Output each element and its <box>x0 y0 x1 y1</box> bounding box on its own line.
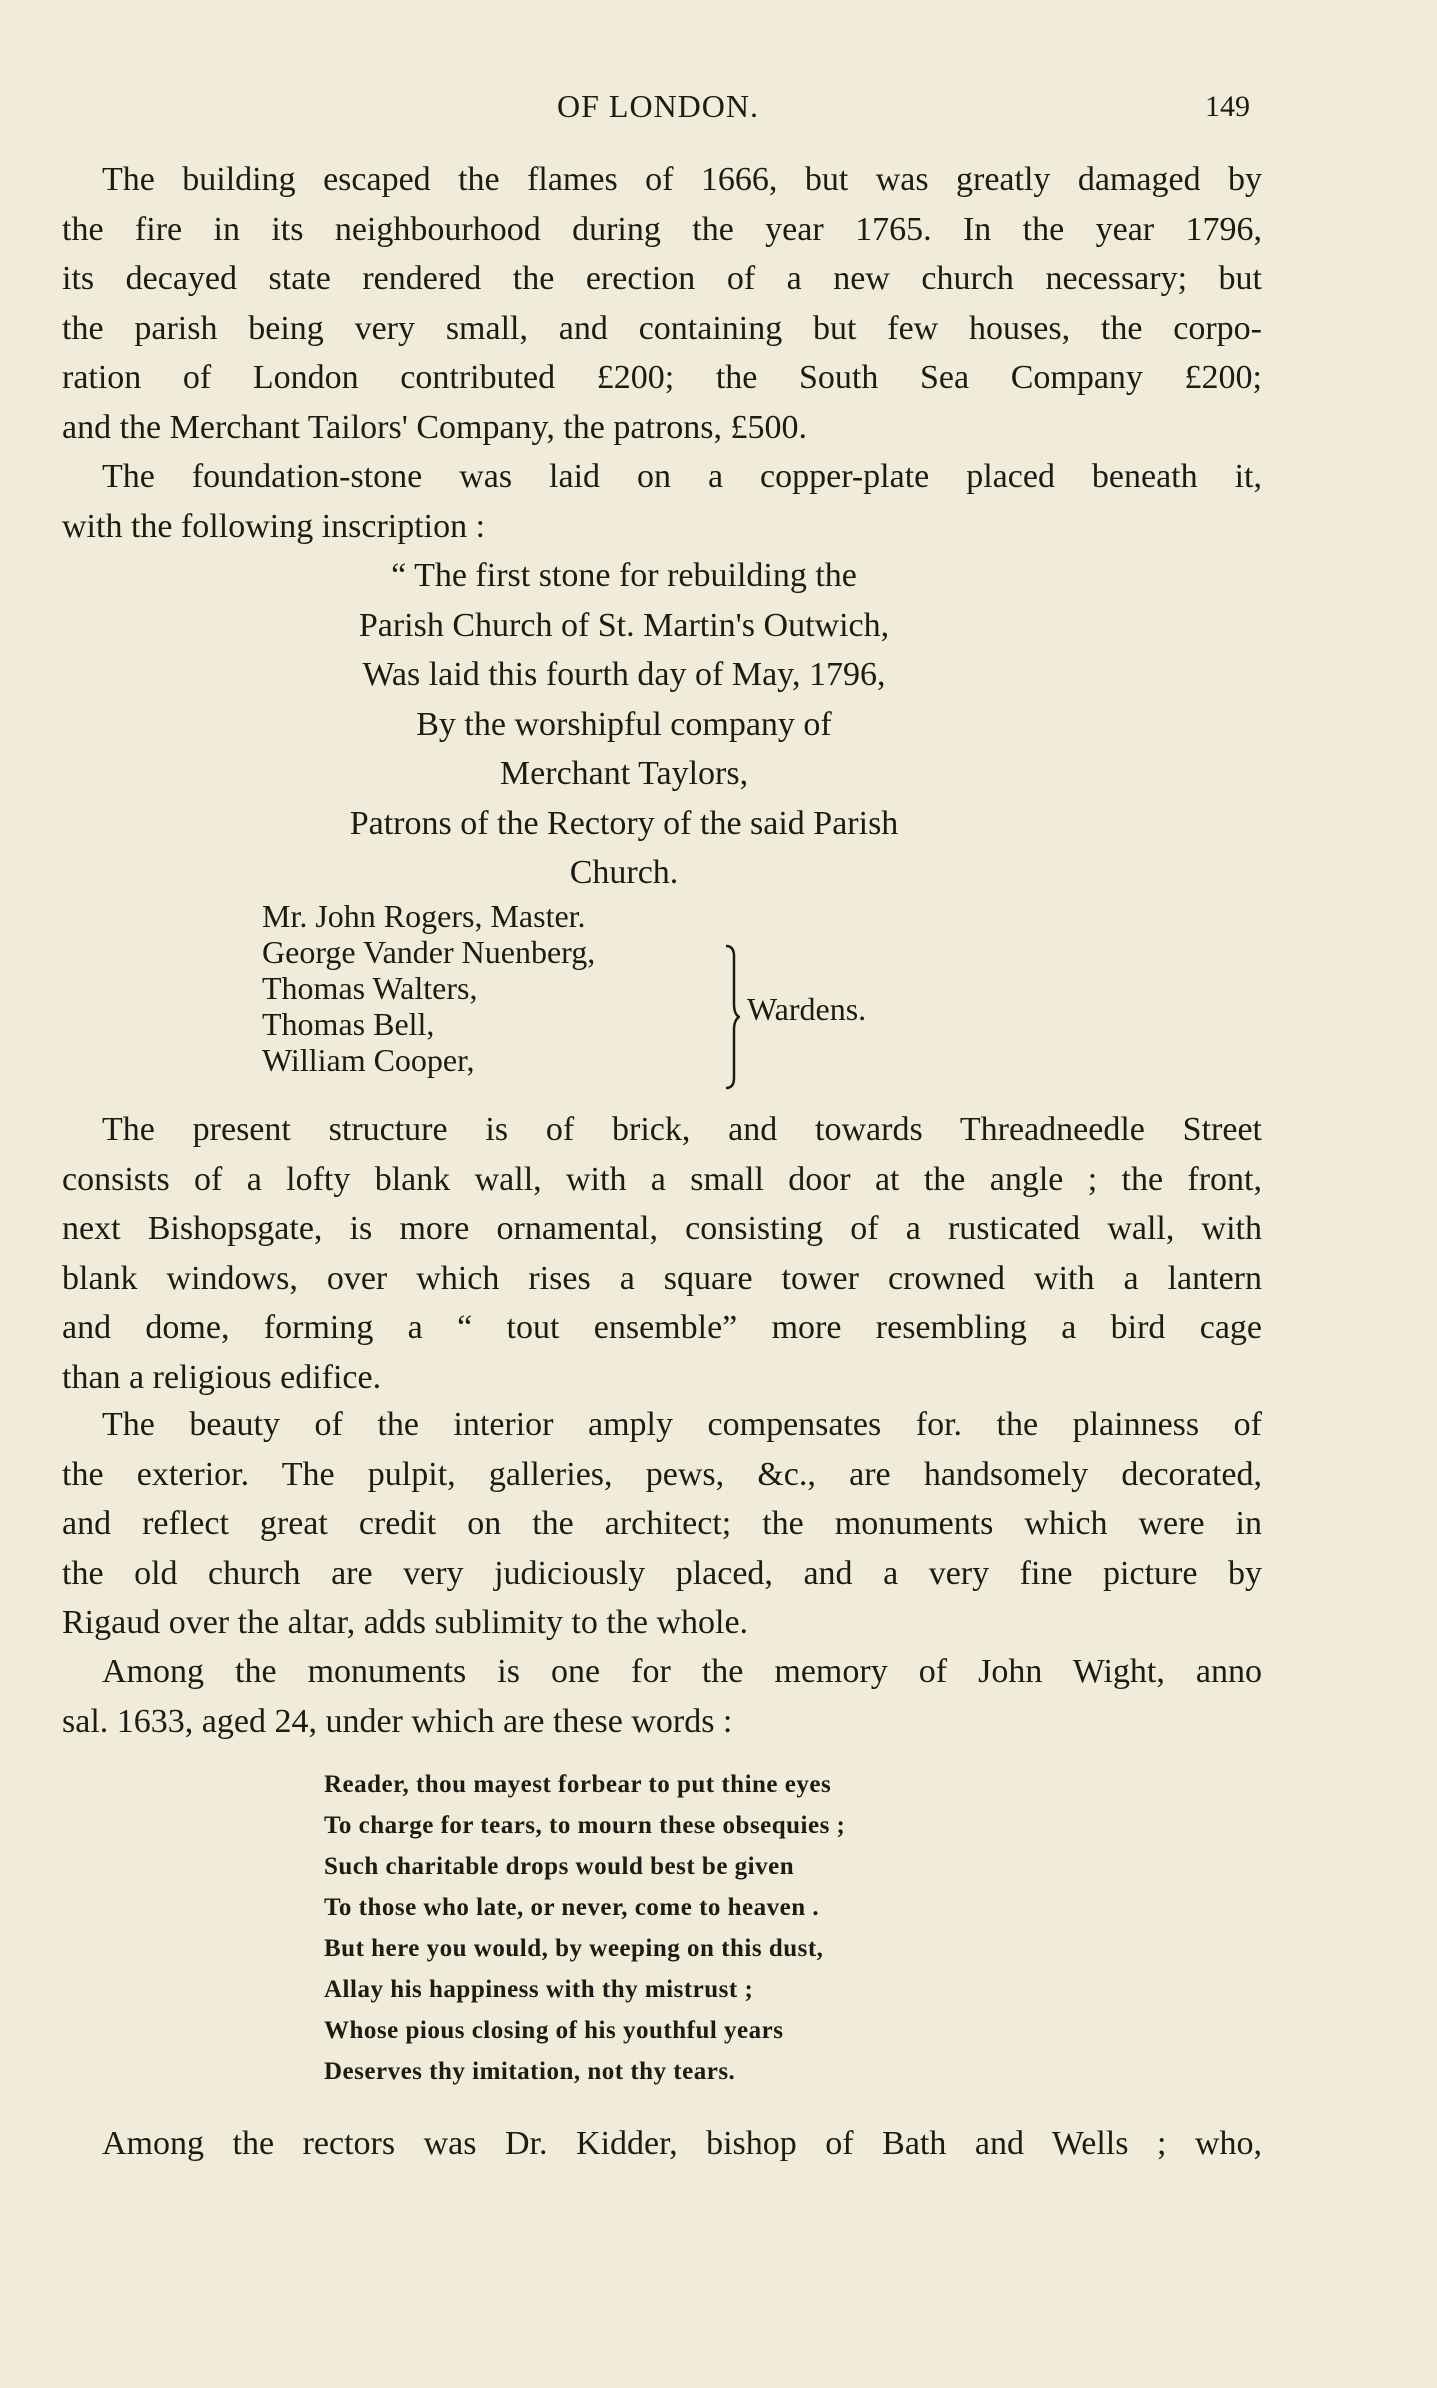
inscription-line: Patrons of the Rectory of the said Parish <box>349 804 899 842</box>
text-line: its decayed state rendered the erection of a new church necessary; but <box>62 260 1262 297</box>
curly-brace-icon <box>724 942 740 1092</box>
paragraph-6 <box>62 2119 1262 2169</box>
text-line: the exterior. The pulpit, galleries, pews, &c., are handsomely decorated, <box>62 1455 1262 1493</box>
verse-line: To those who late, or never, come to heaven . <box>324 1894 820 1921</box>
page-header <box>62 88 1262 128</box>
text-line: The present structure is of brick, and towards Threadneedle Street <box>102 1111 1262 1148</box>
text-line: next Bishopsgate, is more ornamental, consisting of a rusticated wall, with <box>62 1210 1262 1247</box>
paragraph-4 <box>62 1400 1262 1648</box>
paragraph-3 <box>62 1105 1262 1402</box>
text-line: ration of London contributed £200; the South Sea Company £200; <box>62 359 1262 396</box>
officer-warden: William Cooper, <box>262 1042 475 1078</box>
paragraph-1 <box>62 155 1262 452</box>
inscription-line: By the worshipful company of <box>416 705 832 743</box>
inscription-line: Parish Church of St. Martin's Outwich, <box>358 606 890 644</box>
running-head: OF LONDON. <box>557 88 759 124</box>
text-line: The beauty of the interior amply compensates for. the plainness of <box>102 1406 1262 1443</box>
officer-warden: Thomas Walters, <box>262 970 478 1006</box>
text-line: than a religious edifice. <box>62 1358 382 1396</box>
inscription-line: Merchant Taylors, <box>499 755 749 792</box>
verse-line: But here you would, by weeping on this dust, <box>324 1935 824 1962</box>
text-line: Rigaud over the altar, adds sublimity to the whole. <box>62 1604 749 1641</box>
officers-list <box>262 898 595 1078</box>
text-line: and dome, forming a “ tout ensemble” more resembling a bird cage <box>62 1309 1262 1346</box>
text-line: Among the monuments is one for the memory of John Wight, anno <box>102 1653 1262 1690</box>
text-line: the parish being very small, and containing but few houses, the corpo- <box>62 309 1262 347</box>
verse-line: Such charitable drops would best be given <box>324 1853 795 1880</box>
text-line: consists of a lofty blank wall, with a small door at the angle ; the front, <box>62 1160 1262 1198</box>
verse-line: To charge for tears, to mourn these obsequies ; <box>324 1812 846 1839</box>
inscription-block <box>24 551 1224 898</box>
officer-warden: Thomas Bell, <box>262 1006 435 1042</box>
inscription-line: Church. <box>569 854 679 891</box>
text-line: The building escaped the flames of 1666, but was greatly damaged by <box>102 161 1262 198</box>
inscription-line: Was laid this fourth day of May, 1796, <box>362 656 886 693</box>
text-line: the old church are very judiciously placed, and a very fine picture by <box>62 1554 1262 1592</box>
paragraph-5 <box>62 1647 1262 1746</box>
text-line: blank windows, over which rises a square tower crowned with a lantern <box>62 1259 1262 1297</box>
page-number: 149 <box>1205 90 1250 123</box>
text-line: Among the rectors was Dr. Kidder, bishop of Bath and Wells ; who, <box>102 2125 1262 2162</box>
inscription-line: “ The first stone for rebuilding the <box>391 557 857 594</box>
text-line: and reflect great credit on the architect; the monuments which were in <box>62 1505 1262 1542</box>
verse-line: Allay his happiness with thy mistrust ; <box>324 1976 754 2003</box>
epitaph-verse <box>324 1764 845 2092</box>
officer-master: Mr. John Rogers, Master. <box>262 898 586 934</box>
officer-warden: George Vander Nuenberg, <box>262 934 596 970</box>
text-line: and the Merchant Tailors' Company, the patrons, £500. <box>62 408 807 446</box>
verse-line: Whose pious closing of his youthful years <box>324 2017 784 2044</box>
text-line: sal. 1633, aged 24, under which are these words : <box>62 1702 733 1740</box>
verse-line: Deserves thy imitation, not thy tears. <box>324 2058 736 2085</box>
paragraph-2 <box>62 452 1262 551</box>
text-line: the fire in its neighbourhood during the year 1765. In the year 1796, <box>62 210 1262 248</box>
verse-line: Reader, thou mayest forbear to put thine eyes <box>324 1771 832 1798</box>
text-line: with the following inscription : <box>62 507 486 545</box>
text-line: The foundation-stone was laid on a copper-plate placed beneath it, <box>102 458 1262 495</box>
wardens-label: Wardens. <box>747 991 867 1027</box>
